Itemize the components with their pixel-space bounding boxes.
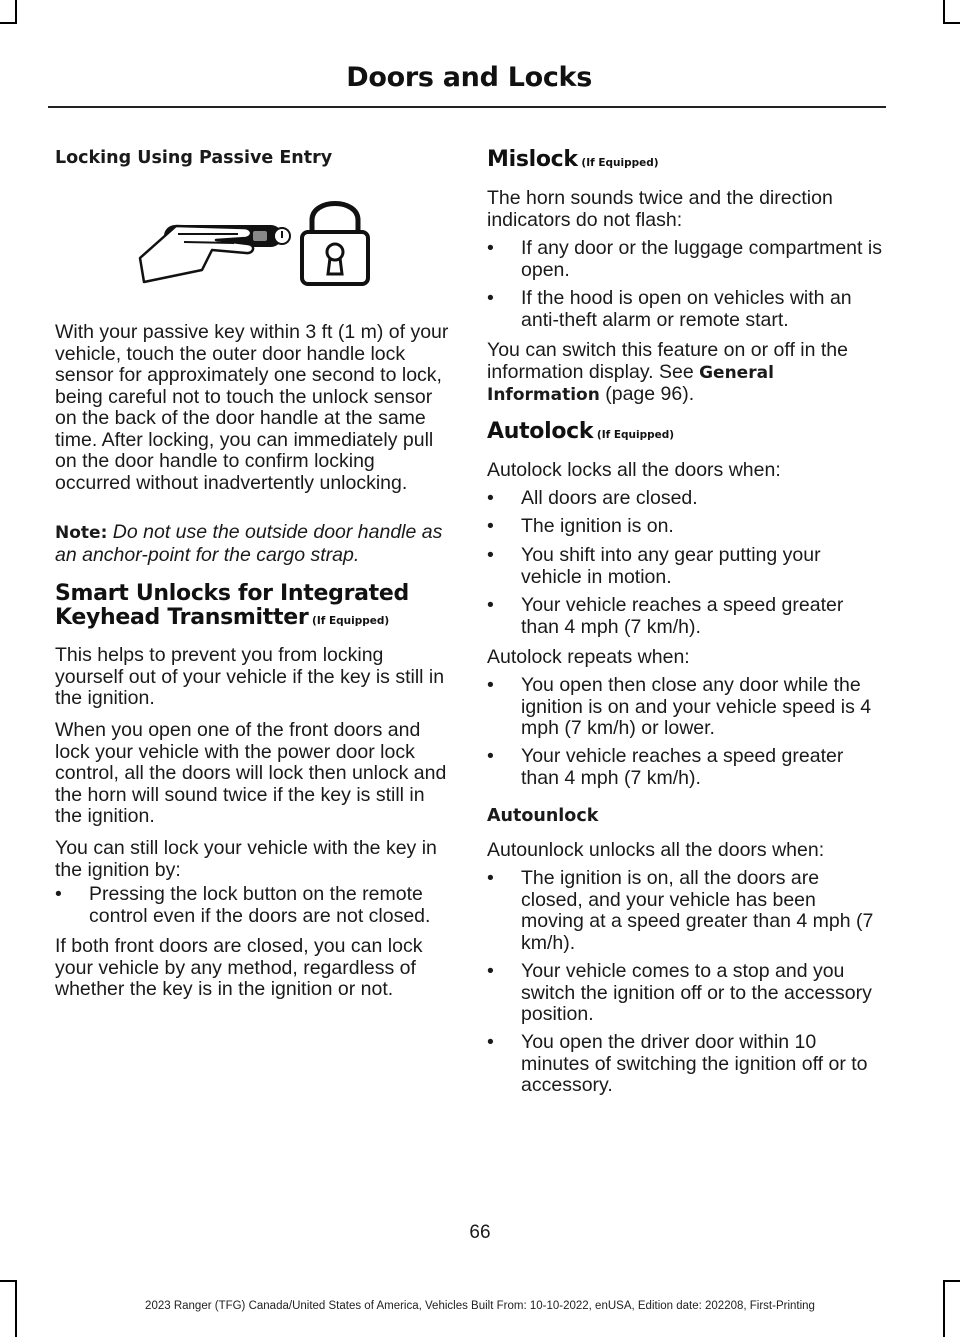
bullet-dot: • [487,674,494,696]
bullet-dot: • [487,867,494,889]
bullet-dot: • [487,544,494,566]
if-equipped-tag: (If Equipped) [593,429,675,441]
list-item [487,961,882,1026]
header-divider [48,106,886,108]
heading-autounlock: Autounlock [487,806,599,826]
list-item-text: The ignition is on. [521,515,674,537]
list-item [487,675,882,740]
heading-mislock-text: Mislock [487,147,578,172]
crop-mark [943,22,960,24]
mislock-settings-paragraph [487,340,882,407]
list-item-text: Your vehicle reaches a speed greater than 4 mph (7 km/h). [521,745,844,789]
note-label: Note: [55,523,108,543]
page-reference: (page 96). [599,383,695,405]
list-item [487,1032,882,1097]
page-header-title: Doors and Locks [346,62,592,93]
heading-smart-unlocks [55,582,409,633]
list-item-text: Your vehicle comes to a stop and you switch the ignition off or to the accessory position. [521,960,872,1025]
crop-mark [0,1280,17,1282]
page-footer: 2023 Ranger (TFG) Canada/United States of America, Vehicles Built From: 10-10-2022, enUSA, Edition date: 202208, First-Printing [145,1300,815,1312]
bullet-dot: • [487,594,494,616]
list-item-text: You open the driver door within 10 minutes of switching the ignition off or to accessory. [521,1031,868,1096]
bullet-dot: • [55,883,62,905]
list-item [487,238,882,281]
crop-mark [943,1280,960,1282]
list-item [487,545,882,588]
general-information-link[interactable]: General Information [487,362,774,405]
bullet-dot: • [487,487,494,509]
heading-mislock [487,148,659,175]
list-item [487,288,882,331]
bullet-dot: • [487,1031,494,1053]
list-item-text: If the hood is open on vehicles with an anti-theft alarm or remote start. [521,287,852,331]
crop-mark [0,22,17,24]
note-paragraph [55,522,450,566]
list-item-text: Pressing the lock button on the remote control even if the doors are not closed. [89,883,431,927]
heading-passive-entry: Locking Using Passive Entry [55,148,333,168]
list-item-text: You open then close any door while the ignition is on and your vehicle speed is 4 mph (7 km/h) or lower. [521,674,872,739]
if-equipped-tag: (If Equipped) [308,615,390,627]
list-item [487,516,882,538]
list-item [487,488,882,510]
list-item [487,868,882,954]
heading-smart-unlocks-line1: Smart Unlocks for Integrated [55,581,409,606]
bullet-dot: • [487,745,494,767]
autolock-repeats-paragraph: Autolock repeats when: [487,646,690,668]
crop-mark [15,0,17,24]
passive-lock-illustration [138,190,374,286]
autounlock-paragraph: Autounlock unlocks all the doors when: [487,839,825,861]
passive-entry-paragraph: With your passive key within 3 ft (1 m) of your vehicle, touch the outer door handle lock sensor for approximately one second to lock, being careful not to touch the unlock sensor on the back of the door handle at the same time. After locking, you can immediately pull on the door handle to confirm locking occurred without inadvertently unlocking. [55,321,449,494]
smart-unlocks-paragraph-3: You can still lock your vehicle with the key in the ignition by: [55,837,437,881]
bullet-dot: • [487,287,494,309]
autolock-paragraph: Autolock locks all the doors when: [487,459,781,481]
heading-smart-unlocks-line2: Keyhead Transmitter [55,605,309,630]
list-item [487,595,882,638]
list-item-text: All doors are closed. [521,487,698,509]
list-item [55,884,450,927]
page-number: 66 [469,1222,491,1243]
crop-mark [943,0,945,24]
smart-unlocks-paragraph-2: When you open one of the front doors and lock your vehicle with the power door lock control, all the doors will lock then unlock and the horn will sound twice if the key is still in the ignition. [55,719,447,827]
list-item [487,746,882,789]
settings-text: You can switch this feature on or off in the information display. See [487,339,848,383]
list-item-text: Your vehicle reaches a speed greater than 4 mph (7 km/h). [521,594,844,638]
smart-unlocks-paragraph-1: This helps to prevent you from locking yourself out of your vehicle if the key is still in the ignition. [55,644,445,709]
bullet-dot: • [487,960,494,982]
if-equipped-tag: (If Equipped) [577,157,659,169]
note-text: Do not use the outside door handle as an anchor-point for the cargo strap. [55,521,443,566]
smart-unlocks-paragraph-4: If both front doors are closed, you can lock your vehicle by any method, regardless of whether the key is in the ignition or not. [55,935,423,1000]
bullet-dot: • [487,515,494,537]
padlock-icon [298,194,372,286]
heading-autolock-text: Autolock [487,419,594,444]
list-item-text: If any door or the luggage compartment is open. [521,237,882,281]
heading-autolock [487,420,674,447]
bullet-dot: • [487,237,494,259]
list-item-text: The ignition is on, all the doors are closed, and your vehicle has been moving at a speed greater than 4 mph (7 km/h). [521,867,874,954]
mislock-paragraph: The horn sounds twice and the direction indicators do not flash: [487,187,833,231]
list-item-text: You shift into any gear putting your vehicle in motion. [521,544,821,588]
